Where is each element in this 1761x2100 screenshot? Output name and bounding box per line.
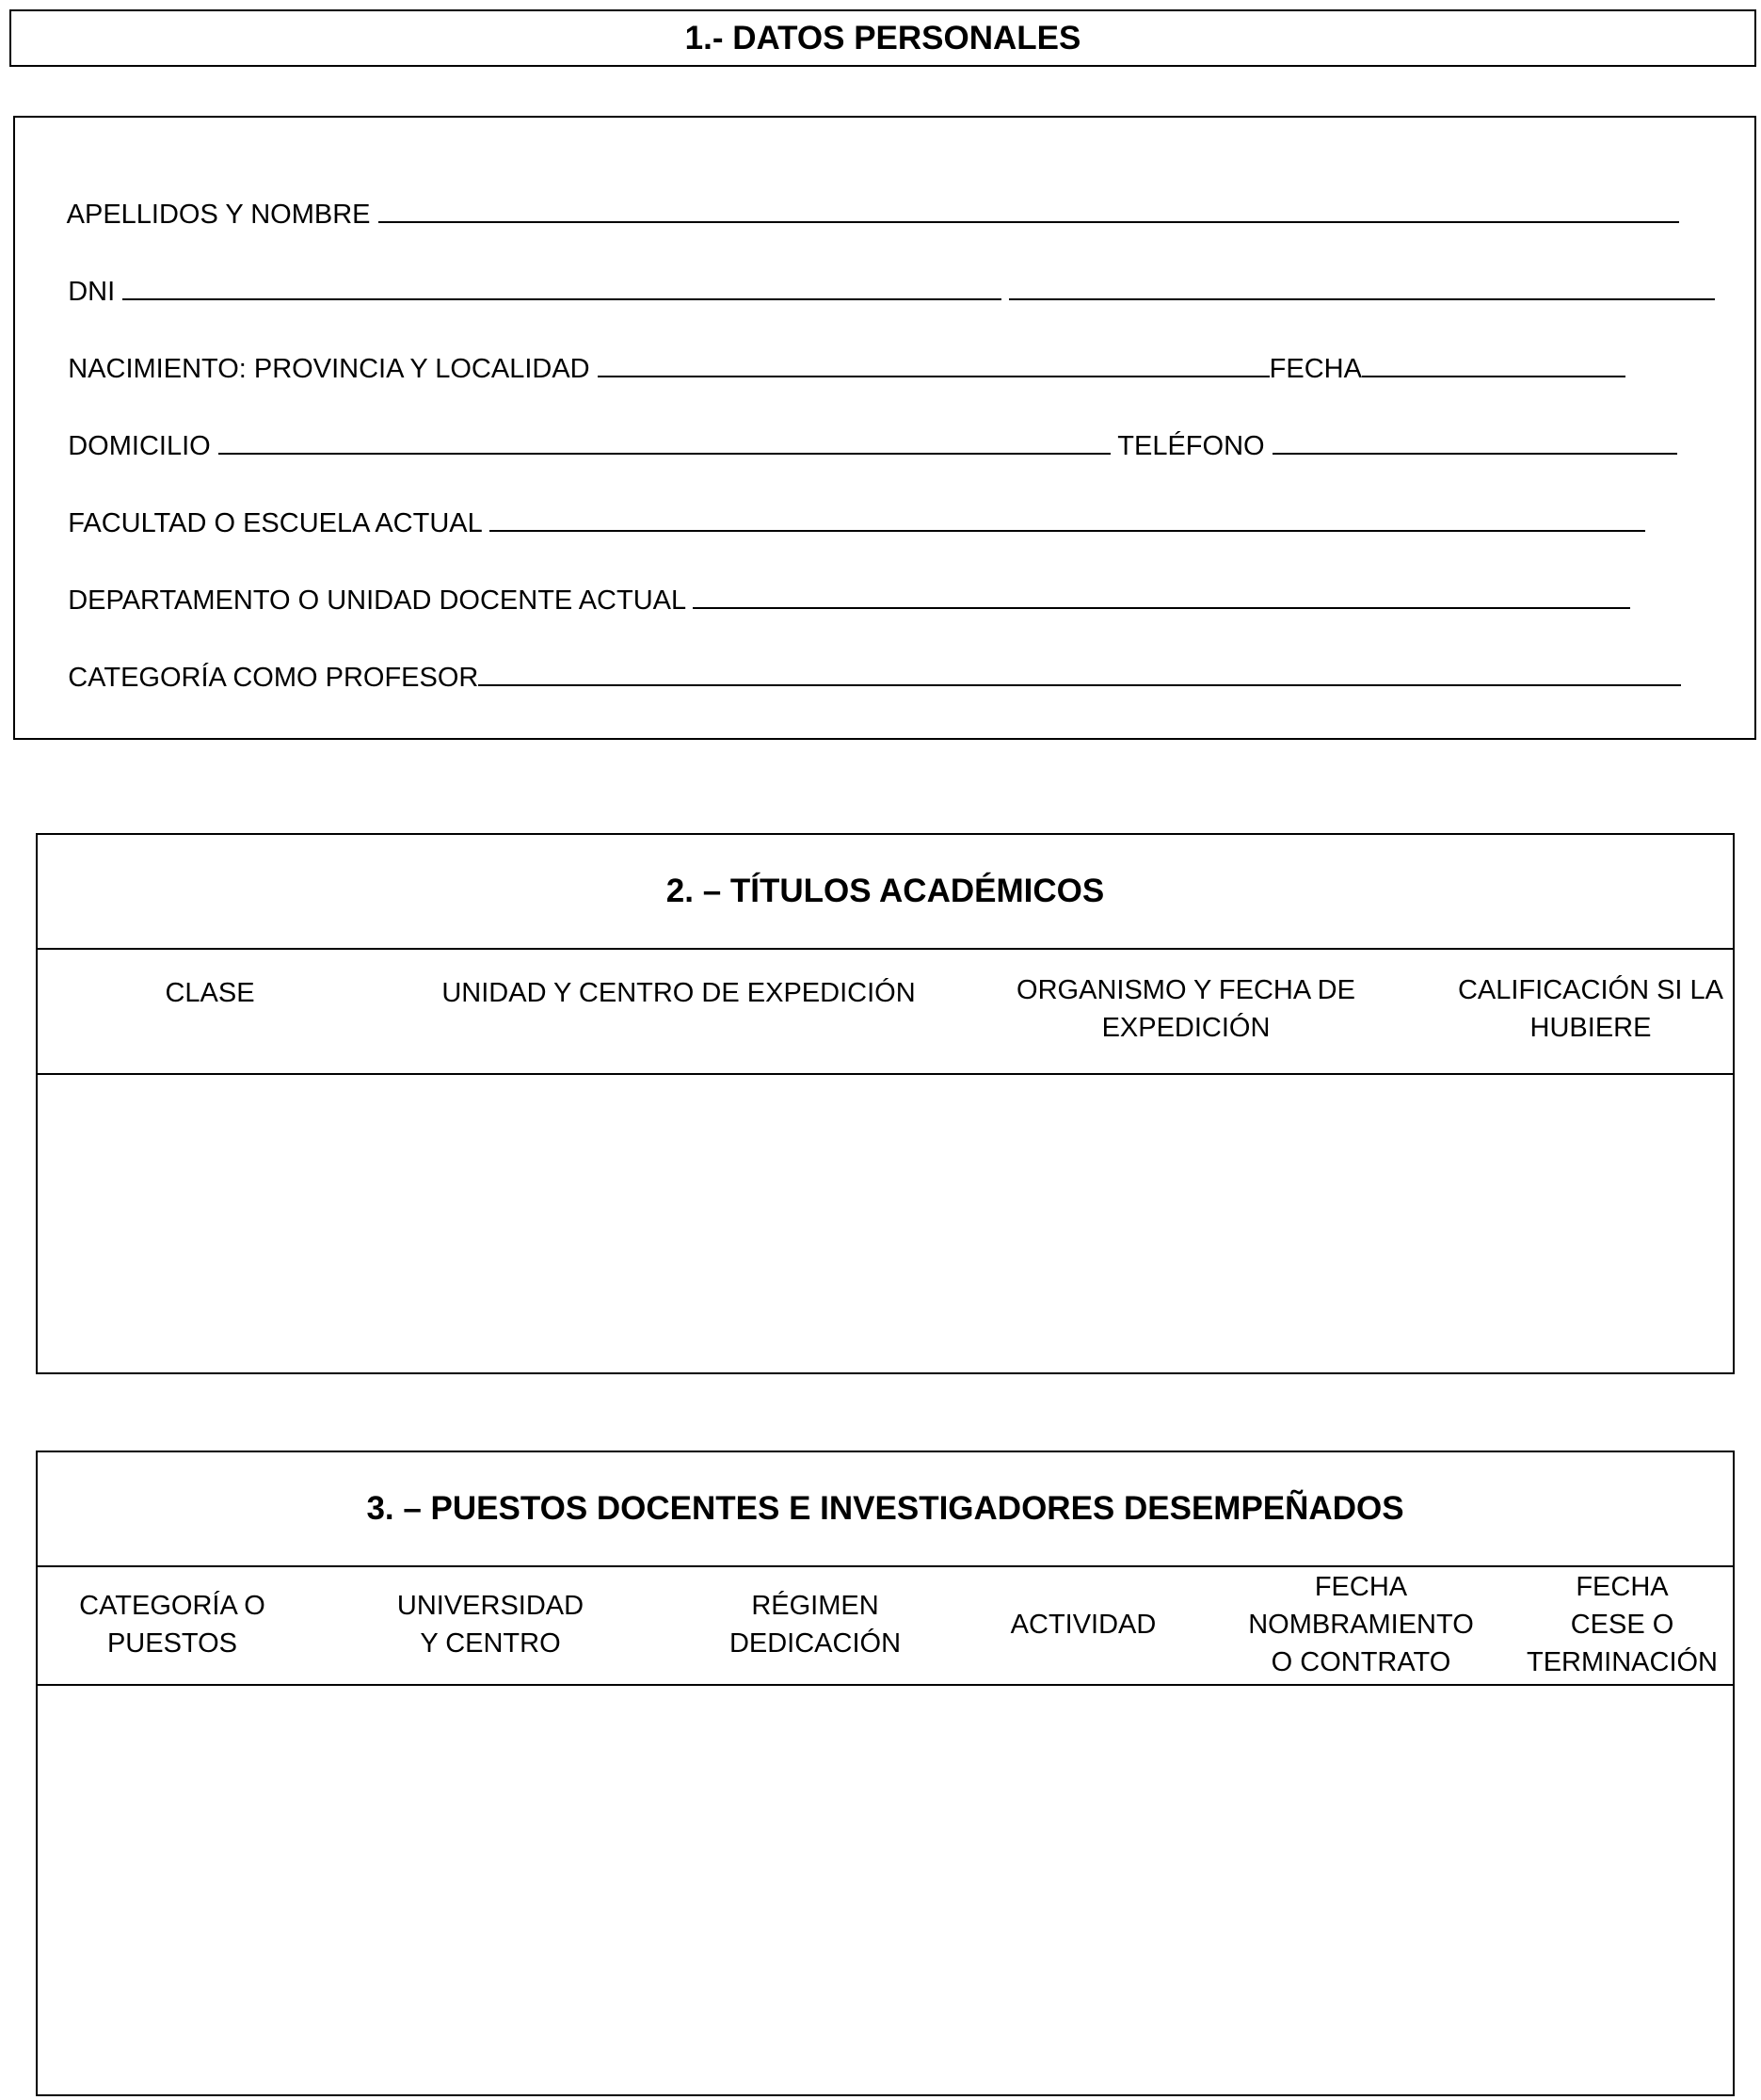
label-facultad: FACULTAD O ESCUELA ACTUAL [68,508,489,538]
label-fecha: FECHA [1269,354,1362,384]
personal-data-form [13,116,1756,740]
section-2-entry-area[interactable] [38,1075,1733,1372]
section-2-title: 2. – TÍTULOS ACADÉMICOS [38,835,1733,950]
input-dni[interactable] [122,269,1001,300]
col-actividad: ACTIVIDAD [1010,1610,1157,1640]
label-domicilio: DOMICILIO [68,431,218,461]
col-organismo-fecha: ORGANISMO Y FECHA DE EXPEDICIÓN [1017,975,1355,1043]
field-categoria-row [38,624,1681,725]
input-fecha[interactable] [1362,346,1625,377]
label-telefono: TELÉFONO [1110,431,1273,461]
section-3-header [38,1565,1733,1686]
section-2-header [38,948,1733,1075]
col-clase: CLASE [165,977,255,1008]
label-apellidos: APELLIDOS Y NOMBRE [66,200,378,230]
col-regimen-dedicacion: RÉGIMEN DEDICACIÓN [728,1591,902,1659]
section-3-entry-area[interactable] [38,1686,1733,2094]
input-apellidos[interactable] [378,192,1679,223]
col-fecha-cese: FECHA CESE O TERMINACIÓN [1527,1572,1718,1677]
section-3-title: 3. – PUESTOS DOCENTES E INVESTIGADORES DESEMPEÑADOS [38,1452,1733,1567]
input-dni-extra[interactable] [1009,269,1715,300]
input-telefono[interactable] [1273,424,1677,455]
label-nacimiento: NACIMIENTO: PROVINCIA Y LOCALIDAD [68,354,598,384]
input-domicilio[interactable] [218,424,1111,455]
col-calificacion: CALIFICACIÓN SI LA HUBIERE [1457,975,1723,1043]
label-categoria: CATEGORÍA COMO PROFESOR [68,663,479,693]
col-unidad-centro: UNIDAD Y CENTRO DE EXPEDICIÓN [441,977,916,1008]
teaching-positions-table [36,1451,1735,2096]
academic-titles-table [36,833,1735,1374]
input-nacimiento[interactable] [598,346,1270,377]
label-dni: DNI [68,277,123,307]
col-universidad-centro: UNIVERSIDAD Y CENTRO [396,1591,584,1659]
input-facultad[interactable] [489,501,1645,532]
col-categoria-puestos: CATEGORÍA O PUESTOS [79,1591,265,1659]
col-fecha-nombramiento: FECHA NOMBRAMIENTO O CONTRATO [1248,1572,1474,1677]
input-departamento[interactable] [693,578,1630,609]
input-categoria[interactable] [478,655,1681,686]
label-departamento: DEPARTAMENTO O UNIDAD DOCENTE ACTUAL [68,585,694,616]
section-1-title: 1.- DATOS PERSONALES [9,9,1756,67]
